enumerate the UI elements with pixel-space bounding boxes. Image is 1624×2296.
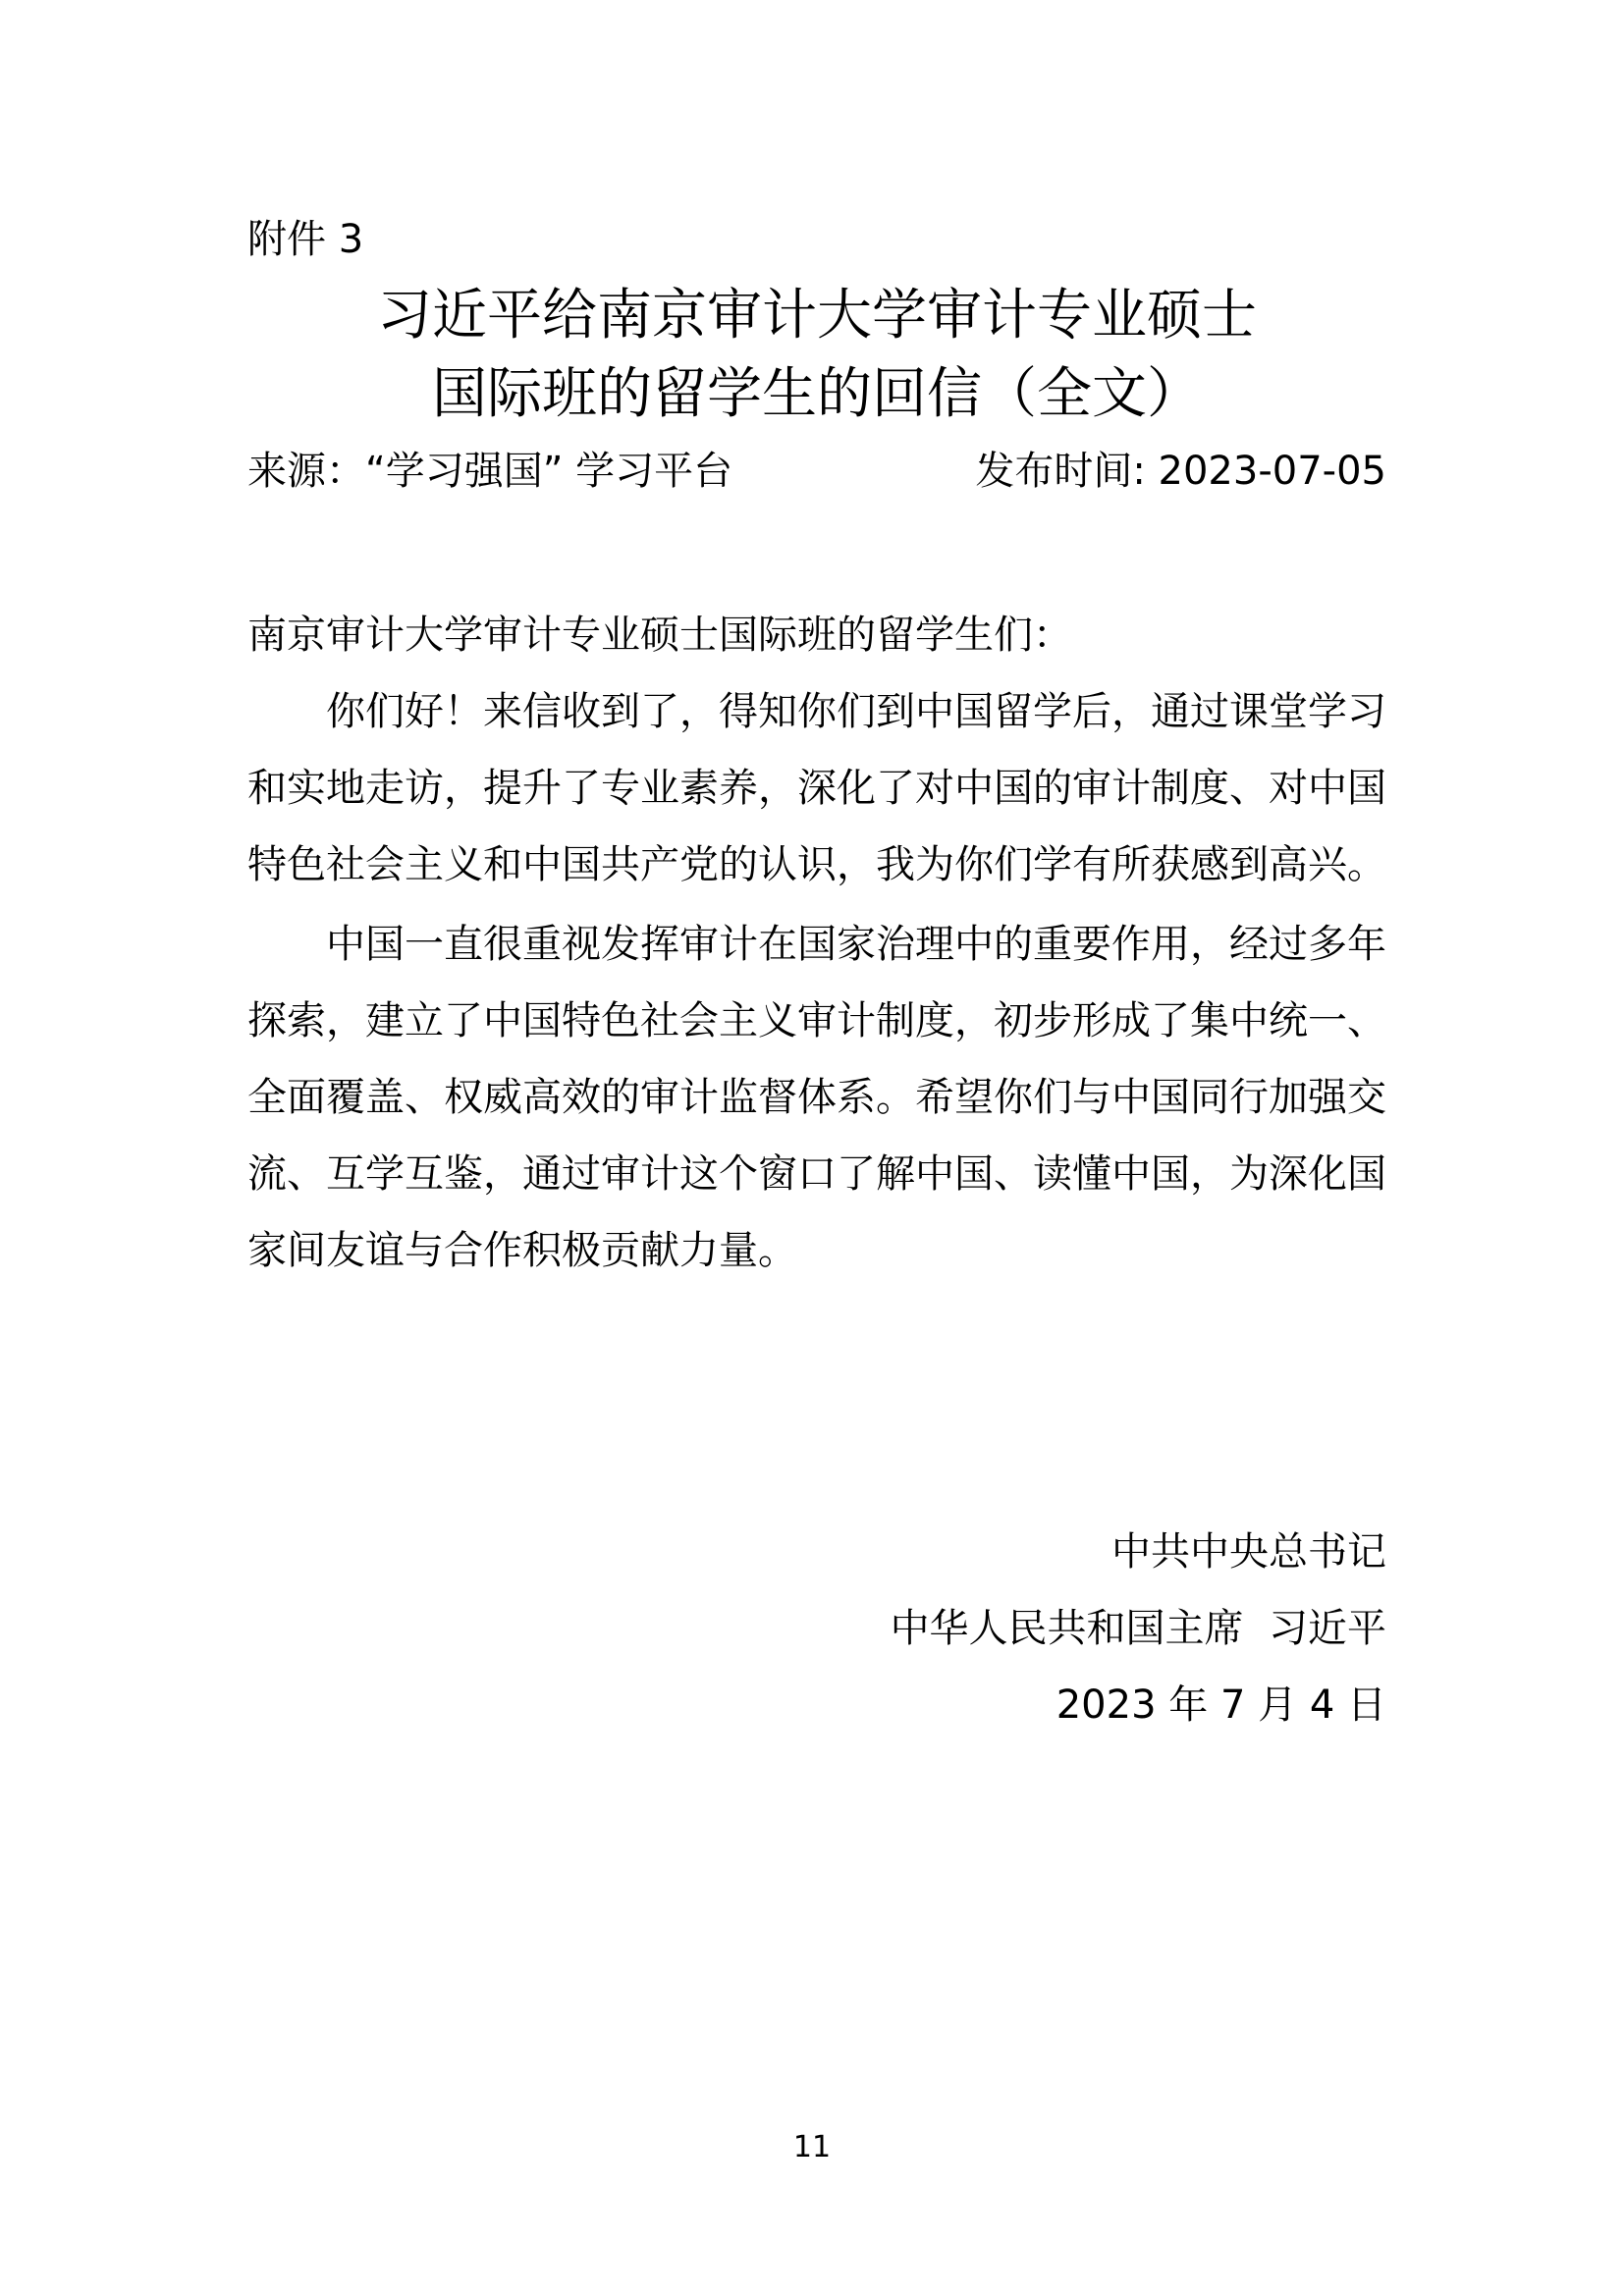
- page-number: 11: [792, 2130, 832, 2164]
- attachment-label: 附件 3: [247, 217, 364, 262]
- signature-date: 2023 年 7 月 4 日: [1056, 1682, 1386, 1728]
- signature-title: 中共中央总书记: [1111, 1529, 1386, 1575]
- letter-body: [247, 597, 1386, 1289]
- paragraph-1: 你们好！来信收到了，得知你们到中国留学后，通过课堂学习和实地走访，提升了专业素养，深化了对中国的审计制度、对中国特色社会主义和中国共产党的认识，我为你们学有所获感到高兴。: [247, 689, 1386, 887]
- signature-name: 中华人民共和国主席 习近平: [890, 1606, 1386, 1651]
- source-line: 来源：“学习强国” 学习平台: [247, 449, 733, 494]
- signature-block: [891, 1514, 1386, 1743]
- publish-time: 发布时间: 2023-07-05: [975, 449, 1386, 494]
- title-line-1: 习近平给南京审计大学审计专业硕士: [377, 284, 1257, 347]
- title-line-2: 国际班的留学生的回信（全文）: [432, 362, 1202, 426]
- paragraph-2: 中国一直很重视发挥审计在国家治理中的重要作用，经过多年探索，建立了中国特色社会主义审计制度，初步形成了集中统一、全面覆盖、权威高效的审计监督体系。希望你们与中国同行加强交流、互学互鉴，通过审计这个窗口了解中国、读懂中国，为深化国家间友谊与合作积极贡献力量。: [247, 922, 1386, 1273]
- salutation: 南京审计大学审计专业硕士国际班的留学生们：: [247, 613, 1072, 658]
